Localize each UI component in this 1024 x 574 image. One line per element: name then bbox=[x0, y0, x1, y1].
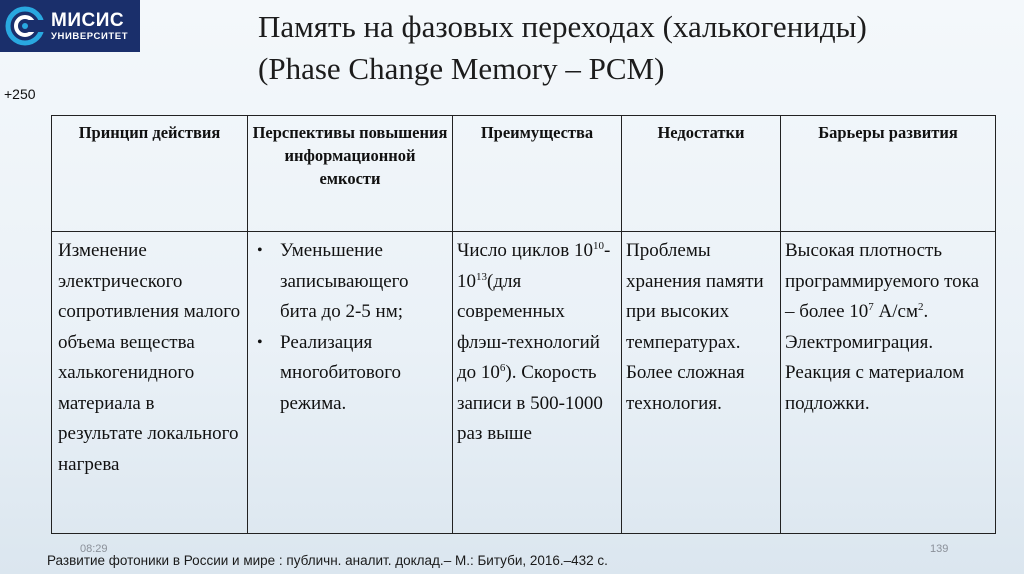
cell-principle: Изменение электрического сопротивления малого объема вещества халькогенидного материала в результате локального нагрева bbox=[52, 232, 248, 534]
logo-subtitle: УНИВЕРСИТЕТ bbox=[51, 30, 129, 42]
barriers-unit-text: А/см bbox=[873, 301, 918, 322]
advantages-dash-text: -10 bbox=[457, 240, 611, 292]
header-advantages: Преимущества bbox=[453, 116, 622, 232]
advantages-exp-13: 13 bbox=[476, 270, 487, 283]
cell-prospects bbox=[248, 232, 453, 534]
misis-logo bbox=[0, 0, 140, 52]
header-barriers: Барьеры развития bbox=[781, 116, 996, 232]
cell-advantages bbox=[453, 232, 622, 534]
prospects-item-bit-size: • Уменьшение записывающего бита до 2-5 нм; bbox=[280, 236, 448, 328]
advantages-speed-text: ). Скорость записи в 500-1000 раз выше bbox=[457, 362, 603, 444]
cell-barriers bbox=[781, 232, 996, 534]
cell-drawbacks: Проблемы хранения памяти при высоких температурах. Более сложная технология. bbox=[622, 232, 781, 534]
header-drawbacks: Недостатки bbox=[622, 116, 781, 232]
header-principle: Принцип действия bbox=[52, 116, 248, 232]
prospects-list bbox=[252, 236, 448, 419]
logo-name: МИСИС bbox=[51, 9, 125, 31]
advantages-flash-text: (для современных флэш-технологий до 10 bbox=[457, 270, 600, 383]
slide-page-number: 139 bbox=[930, 543, 949, 555]
misis-logo-mark-icon bbox=[5, 6, 45, 46]
misis-logo-text bbox=[51, 11, 128, 42]
slide-time: 08:29 bbox=[80, 543, 108, 555]
slide-title-line-2: (Phase Change Memory – PCM) bbox=[258, 51, 665, 86]
slide-title bbox=[258, 6, 998, 90]
slide-source-citation: Развитие фотоники в России и мире : публичн. аналит. доклад.– М.: Битуби, 2016.–432 с. bbox=[47, 553, 608, 568]
advantages-exp-6: 6 bbox=[499, 362, 506, 374]
barriers-density-text: Высокая плотность программируемого тока – более 10 bbox=[785, 240, 980, 322]
barriers-exp-7: 7 bbox=[868, 301, 874, 313]
barriers-rest-text: . Электромиграция. Реакция с материалом подложки. bbox=[785, 301, 965, 414]
prospects-item-multibit: • Реализация многобитового режима. bbox=[280, 328, 448, 420]
pcm-table bbox=[51, 115, 996, 534]
barriers-unit-exp: 2 bbox=[917, 301, 924, 313]
advantages-cycles-text: Число циклов 10 bbox=[457, 240, 593, 261]
advantages-exp-10: 10 bbox=[592, 240, 604, 252]
table-body-row bbox=[52, 232, 996, 534]
slide-title-line-1: Память на фазовых переходах (халькогениды) bbox=[258, 9, 867, 44]
slide-note: +250 bbox=[4, 86, 36, 102]
header-prospects: Перспективы повышения информационной емкости bbox=[248, 116, 453, 232]
table-header-row bbox=[52, 116, 996, 232]
